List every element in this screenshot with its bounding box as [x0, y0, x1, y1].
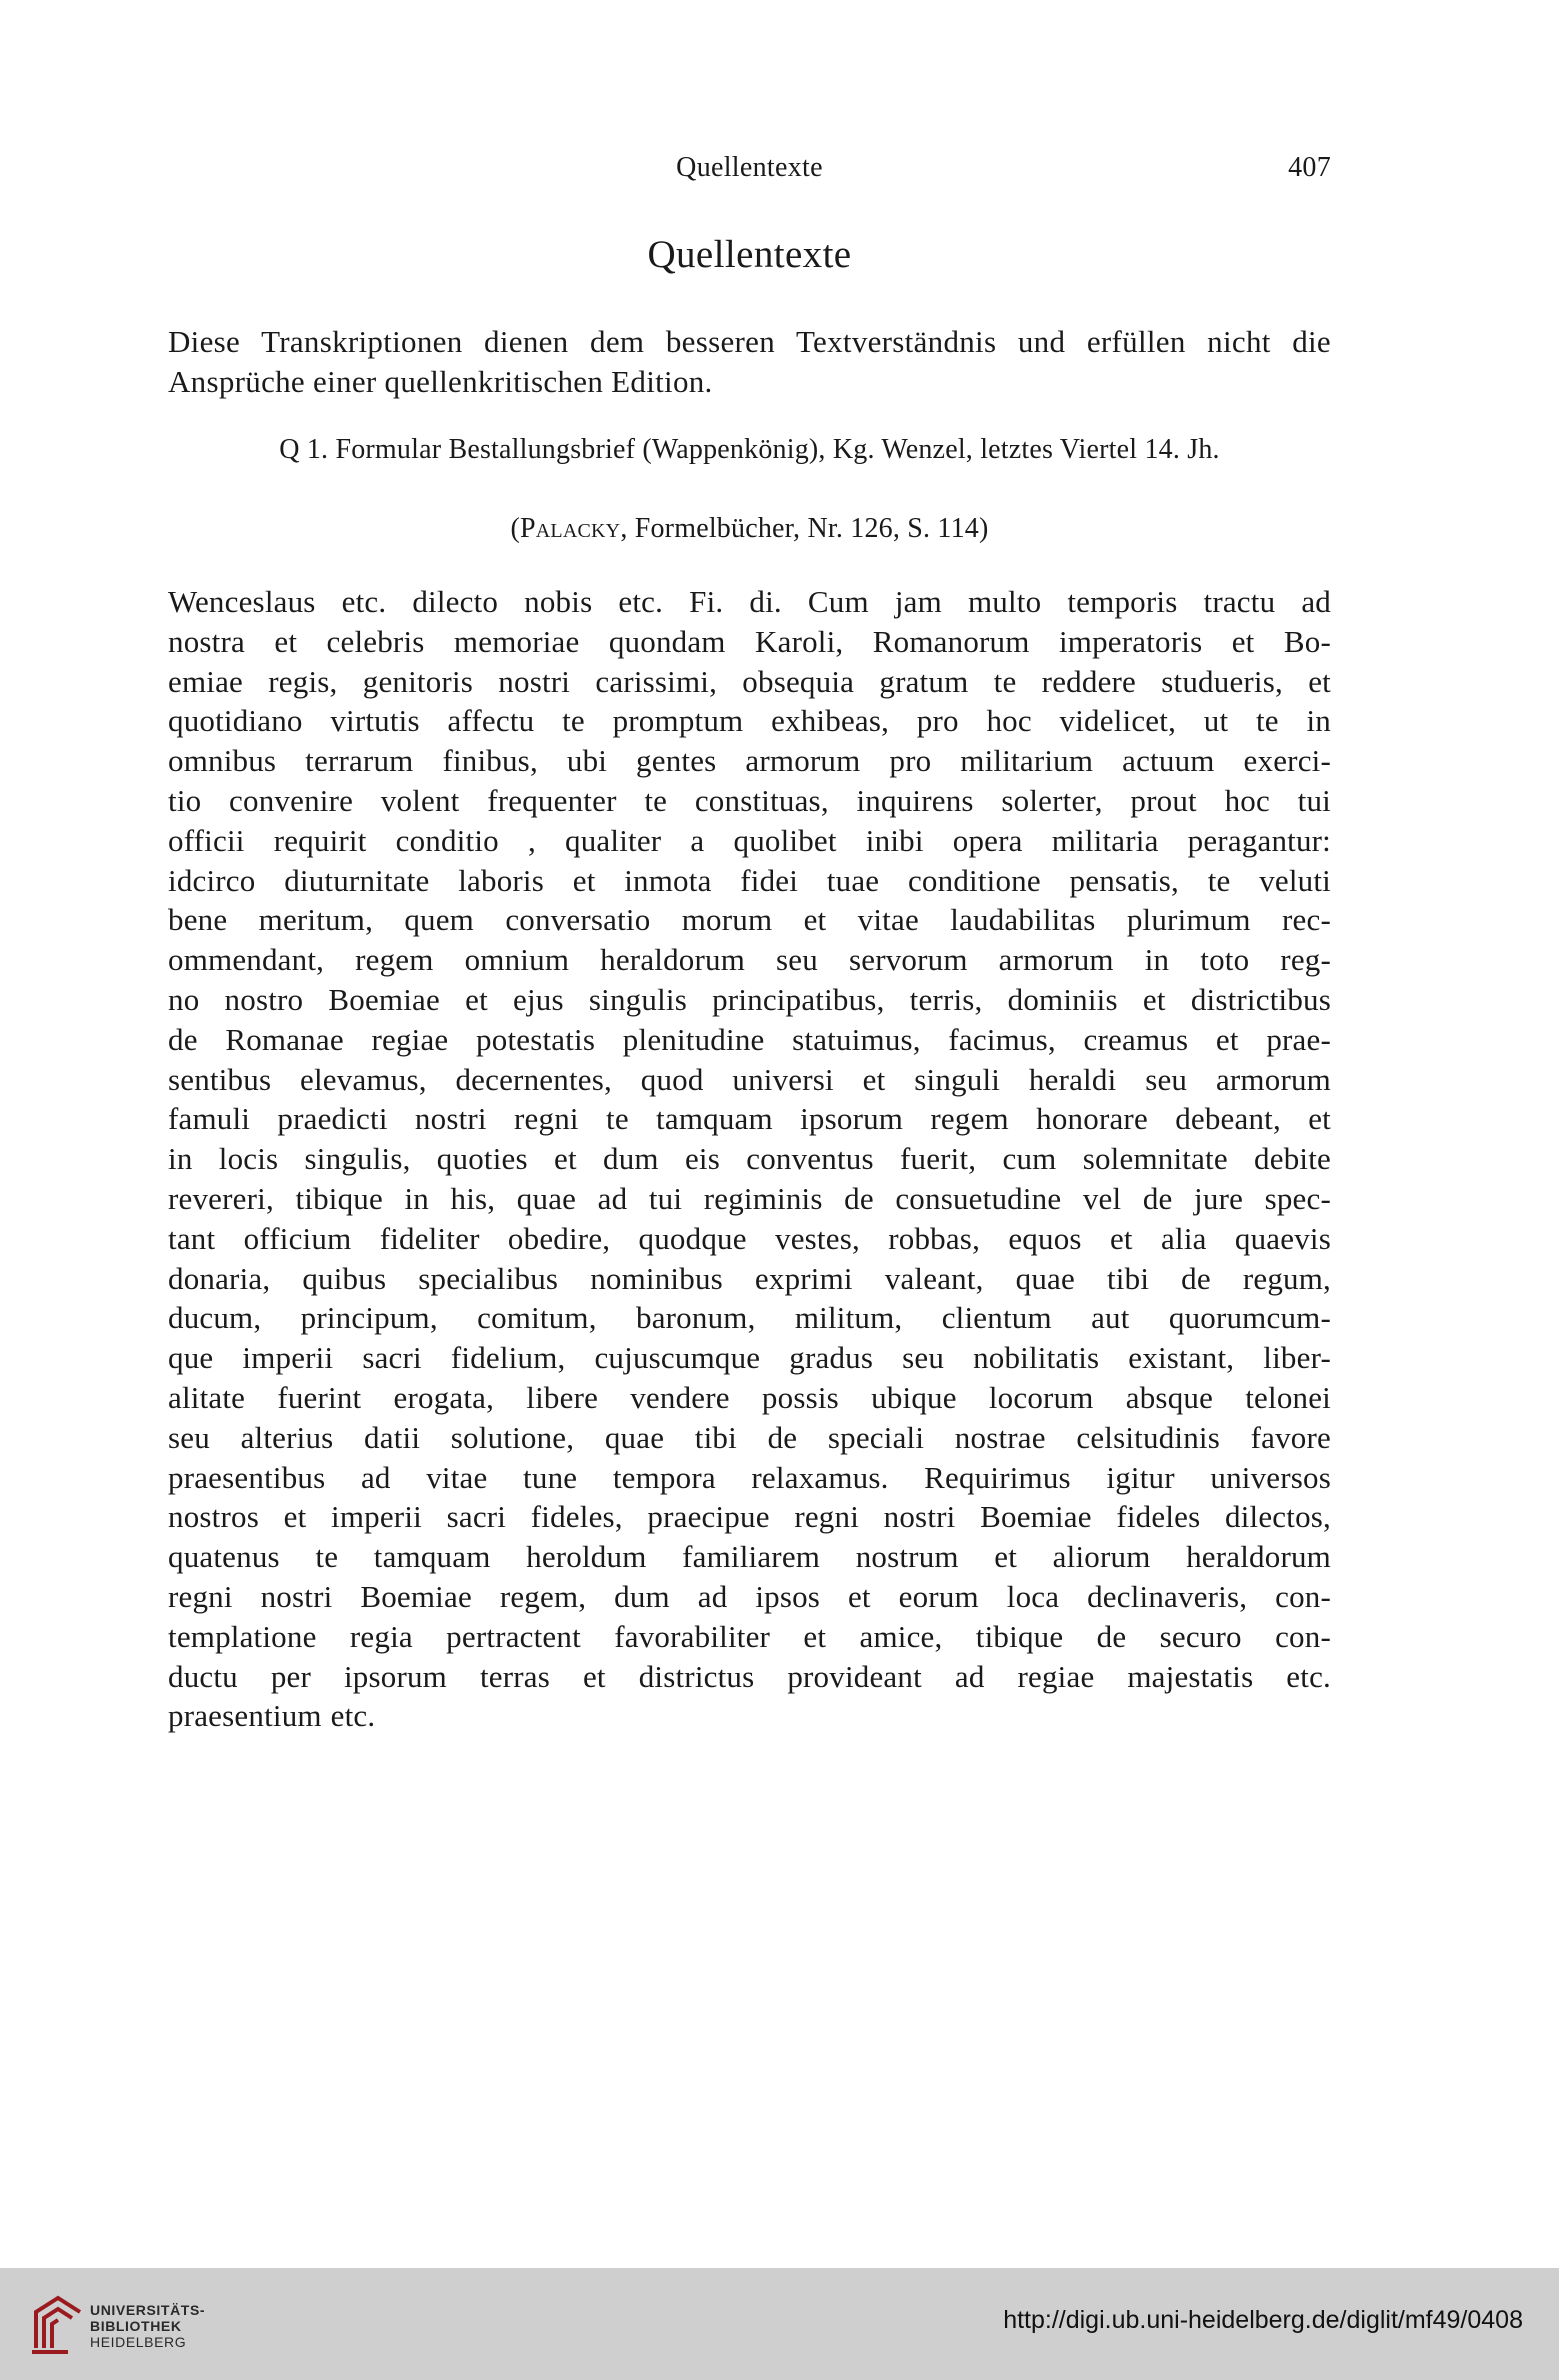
text-line: tant officium fideliter obedire, quodque vestes, robbas, equos et alia quaevis — [168, 1220, 1331, 1256]
source-url[interactable]: http://digi.ub.uni-heidelberg.de/diglit/mf49/0408 — [1003, 2306, 1523, 2334]
page-number: 407 — [1288, 152, 1331, 183]
text-line: nostros et imperii sacri fideles, praecipue regni nostri Boemiae fideles dilectos, — [168, 1499, 1331, 1535]
text-line: ducum, principum, comitum, baronum, militum, clientum aut quorumcum- — [168, 1300, 1331, 1336]
text-line: donaria, quibus specialibus nominibus exprimi valeant, quae tibi de regum, — [168, 1260, 1331, 1296]
text-line: tio convenire volent frequenter te constituas, inquirens solerter, prout hoc tui — [168, 782, 1331, 818]
text-line: bene meritum, quem conversatio morum et vitae laudabilitas plurimum rec- — [168, 902, 1331, 938]
text-line: que imperii sacri fidelium, cujuscumque gradus seu nobilitatis existant, liber- — [168, 1340, 1331, 1376]
text-line: templatione regia pertractent favorabiliter et amice, tibique de securo con- — [168, 1618, 1331, 1654]
intro-paragraph: Diese Transkriptionen dienen dem besseren Textverständnis und erfüllen nicht die Ansprüche einer quellenkritischen Edition. — [168, 324, 1331, 399]
footer-bar — [0, 2268, 1559, 2380]
text-line: revereri, tibique in his, quae ad tui regiminis de consuetudine vel de jure spec- — [168, 1180, 1331, 1216]
text-line: ductu per ipsorum terras et districtus provideant ad regiae majestatis etc. — [168, 1658, 1331, 1694]
text-line: alitate fuerint erogata, libere vendere possis ubique locorum absque telonei — [168, 1379, 1331, 1415]
citation-author: Palacky — [520, 513, 621, 544]
latin-source-text — [168, 582, 1331, 1736]
text-line: officii requirit conditio , qualiter a quolibet inibi opera militaria peragantur: — [168, 822, 1331, 858]
text-line: quotidiano virtutis affectu te promptum exhibeas, pro hoc videlicet, ut te in — [168, 703, 1331, 739]
logo-line: BIBLIOTHEK — [90, 2318, 182, 2334]
library-logo-icon — [28, 2290, 88, 2360]
source-heading: Q 1. Formular Bestallungsbrief (Wappenkönig), Kg. Wenzel, letztes Viertel 14. Jh. — [279, 434, 1220, 465]
text-line: sentibus elevamus, decernentes, quod universi et singuli heraldi seu armorum — [168, 1061, 1331, 1097]
library-logo-text — [90, 2302, 205, 2350]
text-line: ommendant, regem omnium heraldorum seu servorum armorum in toto reg- — [168, 942, 1331, 978]
text-line: famuli praedicti nostri regni te tamquam ipsorum regem honorare debeant, et — [168, 1101, 1331, 1137]
text-line: de Romanae regiae potestatis plenitudine statuimus, facimus, creamus et prae- — [168, 1021, 1331, 1057]
running-head-title: Quellentexte — [676, 152, 823, 183]
text-line: emiae regis, genitoris nostri carissimi, obsequia gratum te reddere studueris, et — [168, 663, 1331, 699]
logo-line: HEIDELBERG — [90, 2334, 187, 2350]
text-line: quatenus te tamquam heroldum familiarem nostrum et aliorum heraldorum — [168, 1539, 1331, 1575]
text-line: praesentibus ad vitae tune tempora relaxamus. Requirimus igitur universos — [168, 1459, 1331, 1495]
running-head — [168, 152, 1331, 192]
text-line: seu alterius datii solutione, quae tibi de speciali nostrae celsitudinis favore — [168, 1419, 1331, 1455]
citation-open: ( — [510, 513, 520, 544]
section-title: Quellentexte — [647, 233, 852, 276]
text-line: omnibus terrarum finibus, ubi gentes armorum pro militarium actuum exerci- — [168, 743, 1331, 779]
text-line: in locis singulis, quoties et dum eis conventus fuerit, cum solemnitate debite — [168, 1141, 1331, 1177]
text-line: nostra et celebris memoriae quondam Karoli, Romanorum imperatoris et Bo- — [168, 623, 1331, 659]
source-citation — [168, 513, 1331, 545]
text-line: praesentium etc. — [168, 1698, 376, 1734]
text-line: regni nostri Boemiae regem, dum ad ipsos et eorum loca declinaveris, con- — [168, 1578, 1331, 1614]
library-logo[interactable] — [28, 2290, 206, 2360]
logo-line: UNIVERSITÄTS- — [90, 2302, 206, 2318]
text-line: idcirco diuturnitate laboris et inmota fidei tuae conditione pensatis, te veluti — [168, 862, 1331, 898]
text-line: Wenceslaus etc. dilecto nobis etc. Fi. di. Cum jam multo temporis tractu ad — [168, 584, 1331, 619]
citation-rest: , Formelbücher, Nr. 126, S. 114) — [620, 513, 989, 544]
text-line: no nostro Boemiae et ejus singulis principatibus, terris, dominiis et districtibus — [168, 981, 1331, 1017]
